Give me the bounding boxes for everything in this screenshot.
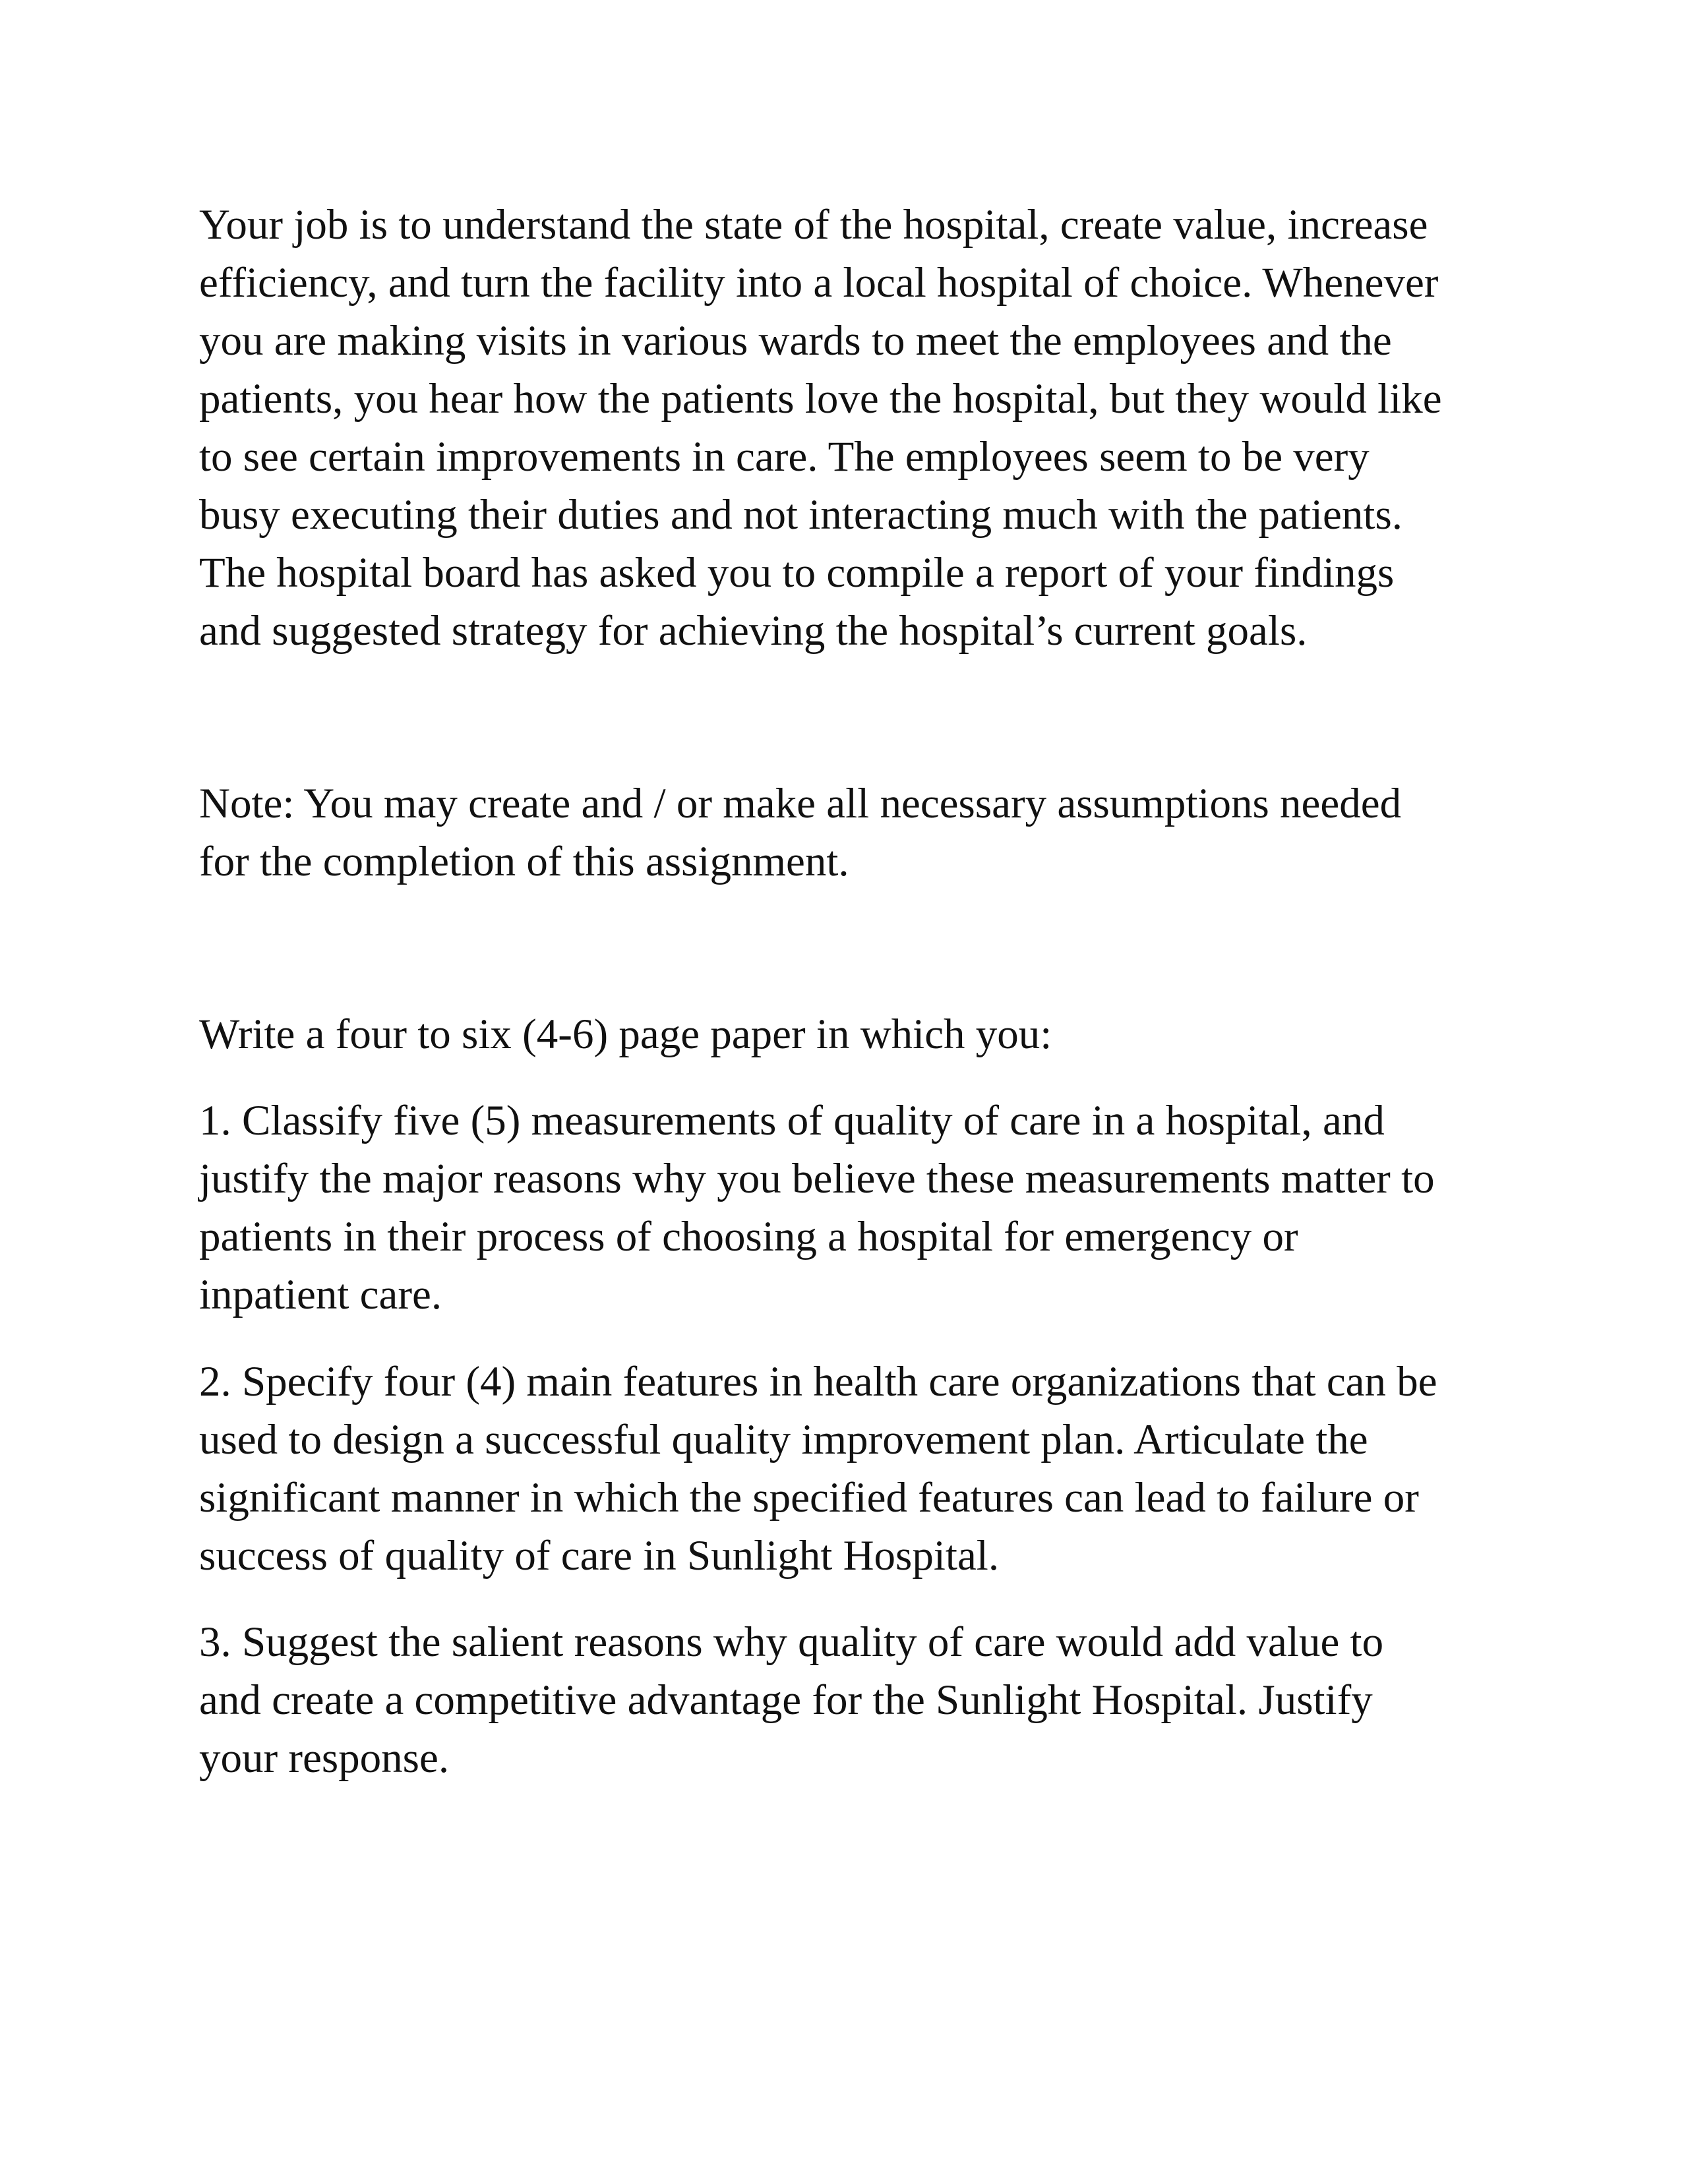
- list-item-3: 3. Suggest the salient reasons why quality of care would add value to and create a competitive advantage for the Sunlight Hospital. Justify your response.: [199, 1618, 1384, 1782]
- instruction-line: Write a four to six (4-6) page paper in which you:: [199, 1011, 1052, 1058]
- intro-paragraph: Your job is to understand the state of the hospital, create value, increase efficiency, and turn the facility into a local hospital of choice. Whenever you are making visits in various wards to meet the employees and the patients, you hear how the patients love the hospital, but they would like to see certain improvements in care. The employees seem to be very busy executing their duties and not interacting much with the patients. The hospital board has asked you to compile a report of your findings and suggested strategy for achieving the hospital’s current goals.: [199, 201, 1442, 655]
- list-item-2: 2. Specify four (4) main features in health care organizations that can be used to design a successful quality improvement plan. Articulate the significant manner in which the specified features can lead to failure or success of quality of care in Sunlight Hospital.: [199, 1358, 1437, 1579]
- list-item-1: 1. Classify five (5) measurements of quality of care in a hospital, and justify the major reasons why you believe these measurements matter to patients in their process of choosing a hospital for emergency or inpatient care.: [199, 1097, 1435, 1318]
- note-paragraph: Note: You may create and / or make all necessary assumptions needed for the completion of this assignment.: [199, 780, 1402, 885]
